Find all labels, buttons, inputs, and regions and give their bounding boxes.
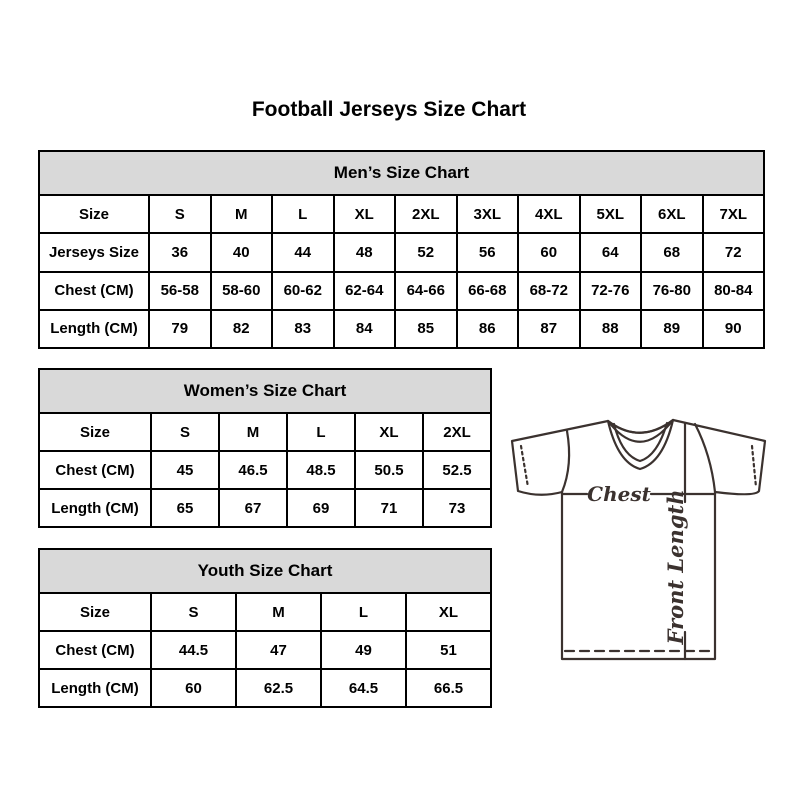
- value-cell: 56: [457, 233, 519, 271]
- jersey-outline: [512, 420, 765, 659]
- value-cell: 87: [518, 310, 580, 348]
- table-title: Men’s Size Chart: [39, 151, 764, 195]
- row-header-cell: Chest (CM): [39, 631, 151, 669]
- table-row: [39, 631, 491, 669]
- value-cell: S: [151, 593, 236, 631]
- value-cell: 86: [457, 310, 519, 348]
- value-cell: 88: [580, 310, 642, 348]
- value-cell: 62-64: [334, 272, 396, 310]
- value-cell: 83: [272, 310, 334, 348]
- jersey-diagram-icon: [505, 403, 775, 685]
- value-cell: 2XL: [395, 195, 457, 233]
- value-cell: 2XL: [423, 413, 491, 451]
- value-cell: 49: [321, 631, 406, 669]
- value-cell: 51: [406, 631, 491, 669]
- value-cell: 56-58: [149, 272, 211, 310]
- value-cell: 58-60: [211, 272, 273, 310]
- value-cell: 48: [334, 233, 396, 271]
- jersey-measurement-diagram: [505, 403, 775, 685]
- value-cell: 68: [641, 233, 703, 271]
- value-cell: 52.5: [423, 451, 491, 489]
- row-header-cell: Jerseys Size: [39, 233, 149, 271]
- value-cell: 5XL: [580, 195, 642, 233]
- value-cell: 72: [703, 233, 765, 271]
- value-cell: 80-84: [703, 272, 765, 310]
- value-cell: 89: [641, 310, 703, 348]
- value-cell: 84: [334, 310, 396, 348]
- value-cell: 79: [149, 310, 211, 348]
- womens-size-table: [38, 368, 492, 528]
- value-cell: 46.5: [219, 451, 287, 489]
- value-cell: 44: [272, 233, 334, 271]
- value-cell: 62.5: [236, 669, 321, 707]
- value-cell: 50.5: [355, 451, 423, 489]
- value-cell: L: [287, 413, 355, 451]
- value-cell: 40: [211, 233, 273, 271]
- value-cell: 64-66: [395, 272, 457, 310]
- row-header-cell: Length (CM): [39, 489, 151, 527]
- value-cell: L: [321, 593, 406, 631]
- table-row: [39, 413, 491, 451]
- page-title: Football Jerseys Size Chart: [251, 98, 527, 121]
- value-cell: 60: [518, 233, 580, 271]
- value-cell: 72-76: [580, 272, 642, 310]
- table-row: [39, 451, 491, 489]
- value-cell: 90: [703, 310, 765, 348]
- row-header-cell: Size: [39, 195, 149, 233]
- mens-size-table: [38, 150, 765, 349]
- table-title-row: [39, 549, 491, 593]
- value-cell: 36: [149, 233, 211, 271]
- value-cell: 47: [236, 631, 321, 669]
- value-cell: 7XL: [703, 195, 765, 233]
- value-cell: XL: [334, 195, 396, 233]
- value-cell: 85: [395, 310, 457, 348]
- value-cell: M: [219, 413, 287, 451]
- value-cell: XL: [406, 593, 491, 631]
- value-cell: 82: [211, 310, 273, 348]
- value-cell: 73: [423, 489, 491, 527]
- table-row: [39, 593, 491, 631]
- value-cell: 45: [151, 451, 219, 489]
- table-title: Women’s Size Chart: [39, 369, 491, 413]
- table-title-row: [39, 151, 764, 195]
- value-cell: 65: [151, 489, 219, 527]
- table-title: Youth Size Chart: [39, 549, 491, 593]
- table-row: [39, 233, 764, 271]
- table-row: [39, 489, 491, 527]
- row-header-cell: Size: [39, 413, 151, 451]
- table-row: [39, 195, 764, 233]
- value-cell: S: [151, 413, 219, 451]
- row-header-cell: Length (CM): [39, 669, 151, 707]
- value-cell: 66-68: [457, 272, 519, 310]
- value-cell: 3XL: [457, 195, 519, 233]
- value-cell: 76-80: [641, 272, 703, 310]
- value-cell: 71: [355, 489, 423, 527]
- row-header-cell: Length (CM): [39, 310, 149, 348]
- value-cell: 60: [151, 669, 236, 707]
- value-cell: 69: [287, 489, 355, 527]
- value-cell: 52: [395, 233, 457, 271]
- value-cell: 68-72: [518, 272, 580, 310]
- value-cell: 64: [580, 233, 642, 271]
- value-cell: 6XL: [641, 195, 703, 233]
- row-header-cell: Chest (CM): [39, 272, 149, 310]
- value-cell: 48.5: [287, 451, 355, 489]
- front-length-label: Front Length: [663, 489, 688, 645]
- table-row: [39, 310, 764, 348]
- value-cell: 60-62: [272, 272, 334, 310]
- table-row: [39, 669, 491, 707]
- value-cell: L: [272, 195, 334, 233]
- table-title-row: [39, 369, 491, 413]
- row-header-cell: Size: [39, 593, 151, 631]
- value-cell: 44.5: [151, 631, 236, 669]
- row-header-cell: Chest (CM): [39, 451, 151, 489]
- value-cell: 66.5: [406, 669, 491, 707]
- value-cell: M: [236, 593, 321, 631]
- value-cell: 64.5: [321, 669, 406, 707]
- value-cell: S: [149, 195, 211, 233]
- value-cell: 4XL: [518, 195, 580, 233]
- youth-size-table: [38, 548, 492, 708]
- table-row: [39, 272, 764, 310]
- value-cell: M: [211, 195, 273, 233]
- value-cell: XL: [355, 413, 423, 451]
- value-cell: 67: [219, 489, 287, 527]
- chest-label: Chest: [587, 482, 651, 506]
